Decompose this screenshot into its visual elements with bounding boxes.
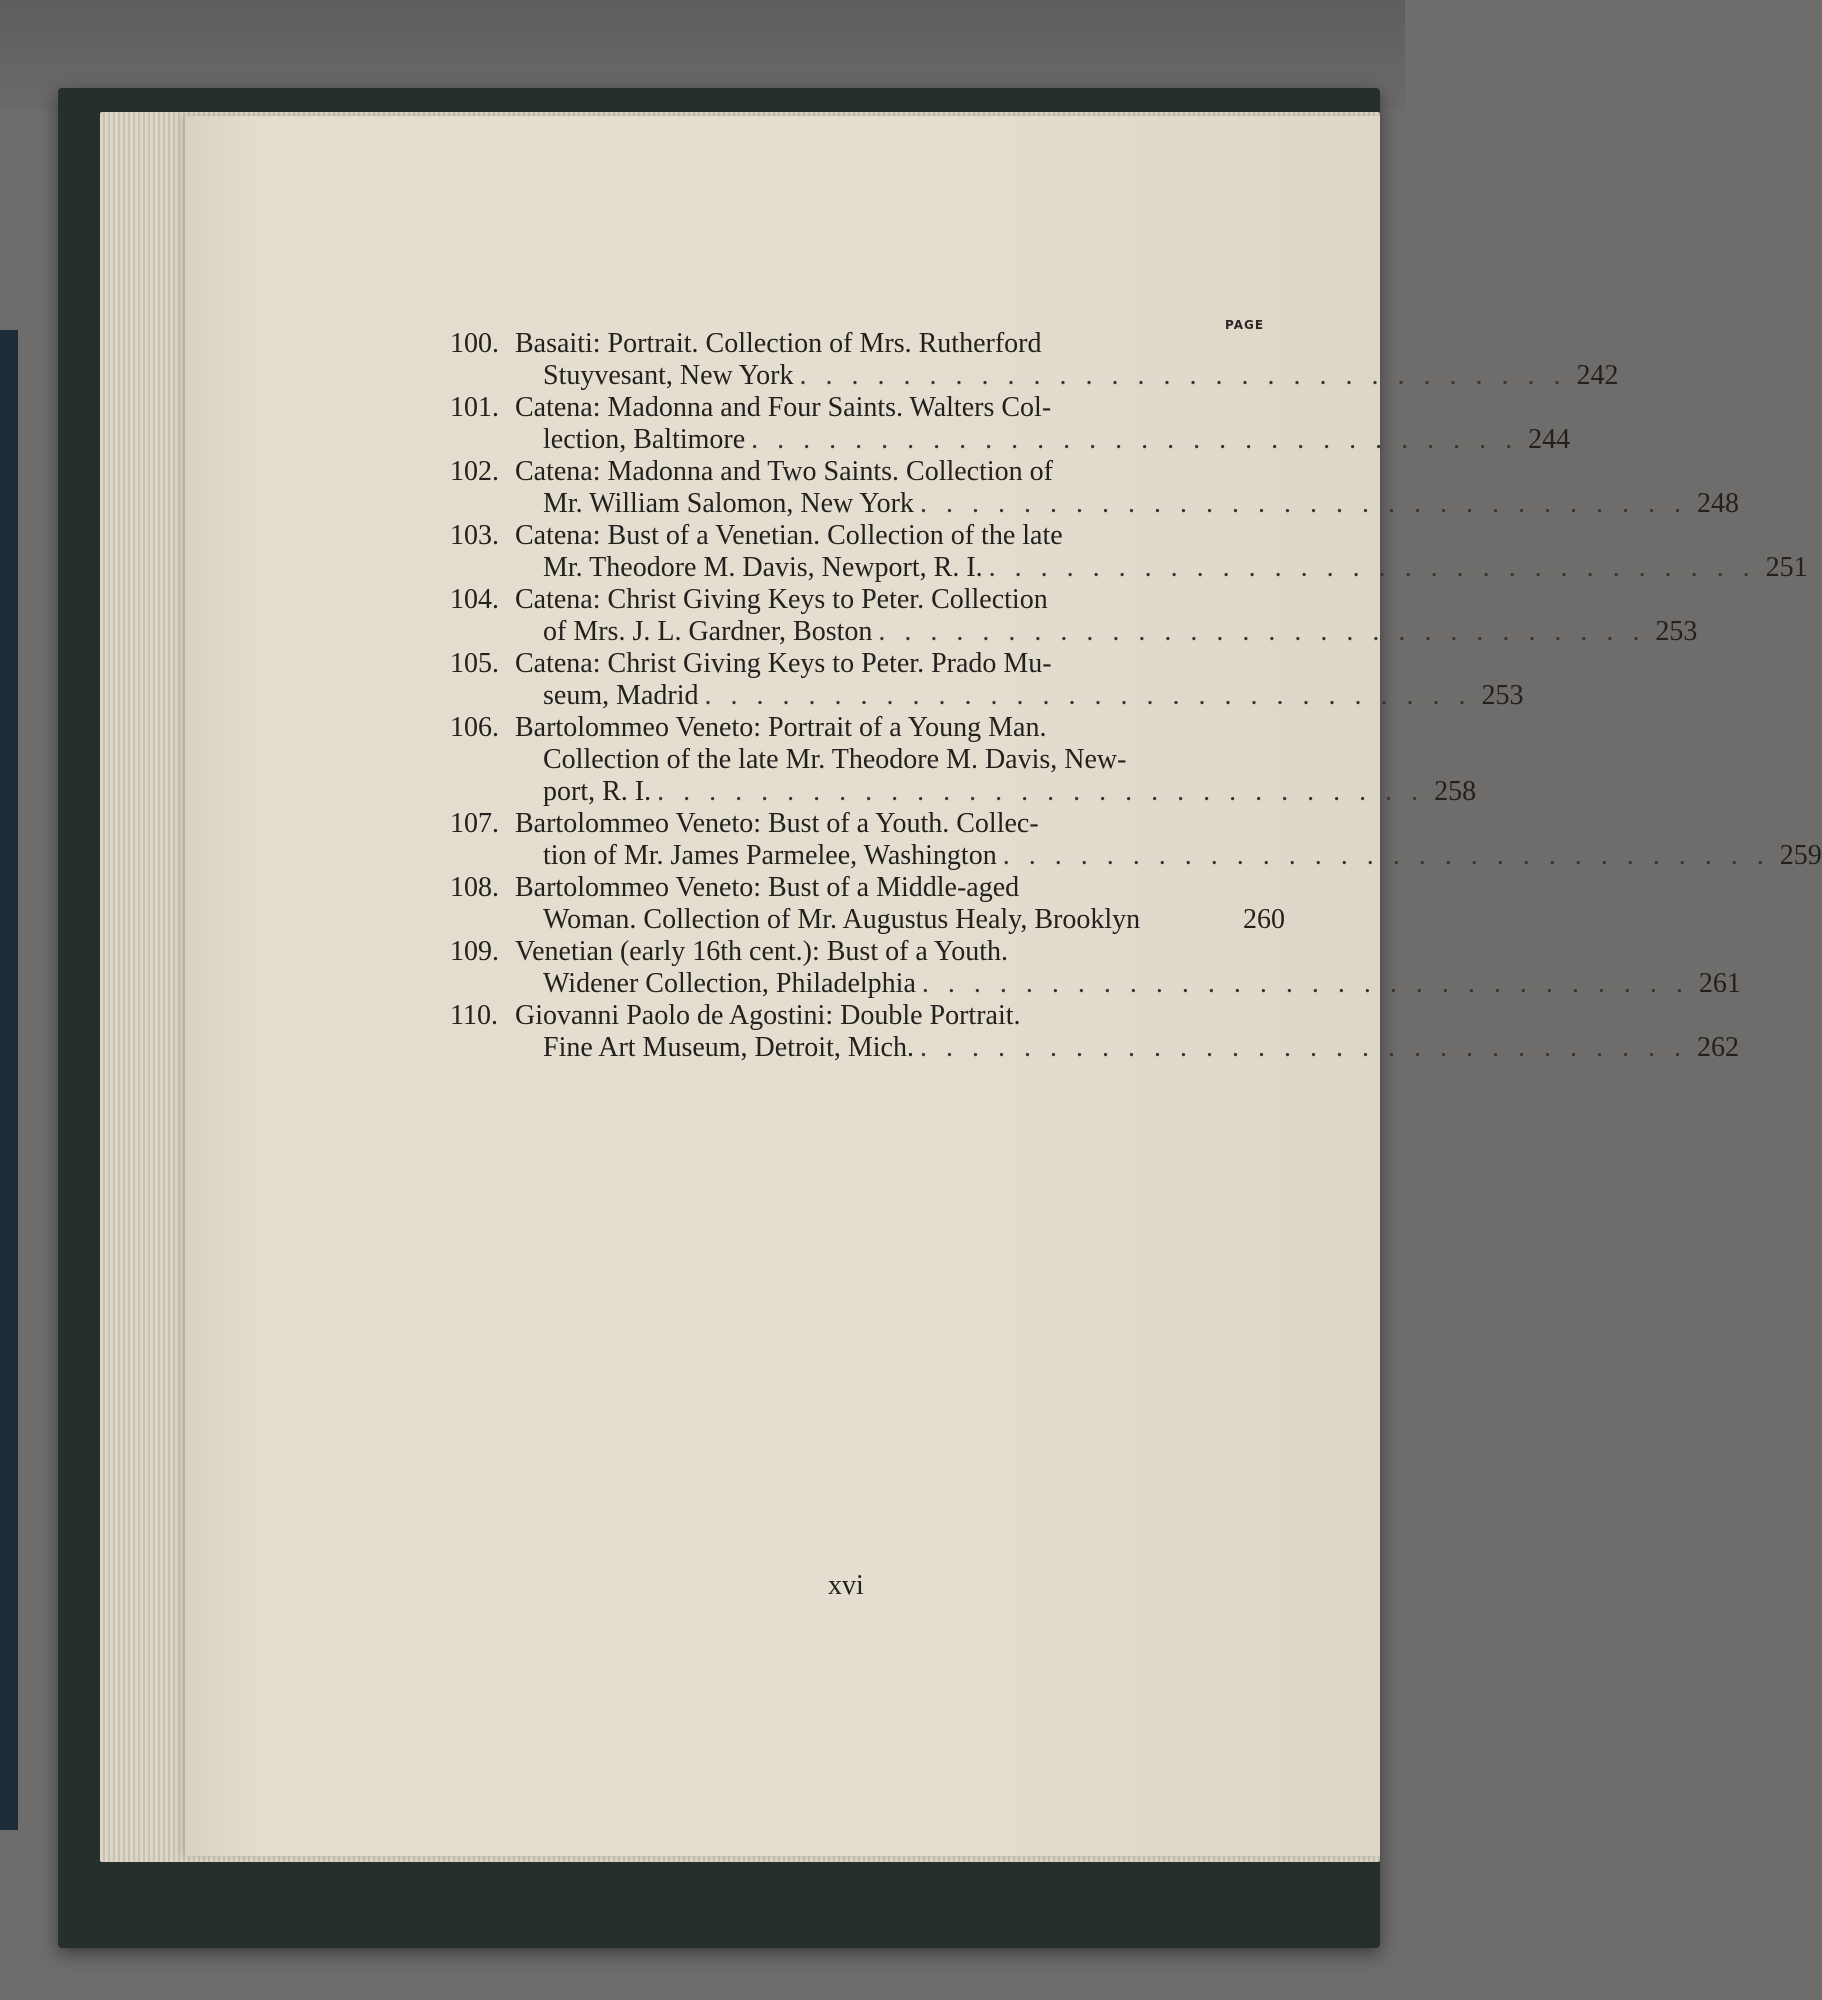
entry-line: Basaiti: Portrait. Collection of Mrs. Rutherford (515, 328, 1042, 359)
entry-line: Catena: Christ Giving Keys to Peter. Collection (515, 584, 1048, 615)
entry-number: 104. (450, 584, 499, 615)
leader-dots: . . . . . . . . . . . . . . . . . . . . . . . . . . . . . . (988, 552, 1756, 583)
page-number: 262 (1696, 1032, 1739, 1063)
entry-line: of Mrs. J. L. Gardner, Boston (543, 616, 873, 647)
page-number: 248 (1696, 488, 1739, 519)
list-item (450, 1000, 1739, 1064)
page-number: 259 (1779, 840, 1822, 871)
leader-dots: . . . . . . . . . . . . . . . . . . . . . . . . . . . . . . (921, 968, 1689, 999)
entry-number: 100. (450, 328, 499, 359)
page-folio: xvi (828, 1570, 864, 1601)
entry-line: Woman. Collection of Mr. Augustus Healy, Brooklyn (543, 904, 1141, 935)
entry-line: tion of Mr. James Parmelee, Washington (543, 840, 997, 871)
leader-dots: . . . . . . . . . . . . . . . . . . . . . . . . . . . . . . (657, 776, 1425, 807)
page-number: 260 (1243, 904, 1285, 935)
leader-dots: . . . . . . . . . . . . . . . . . . . . . . . . . . . . . . (751, 424, 1519, 455)
list-item (450, 808, 1822, 872)
entry-line: Giovanni Paolo de Agostini: Double Portrait. (515, 1000, 1021, 1031)
entry-number: 108. (450, 872, 499, 903)
page-number: 242 (1576, 360, 1619, 391)
entry-line: Stuyvesant, New York (543, 360, 794, 391)
list-item (450, 648, 1524, 712)
entry-number: 105. (450, 648, 499, 679)
page-number: 253 (1481, 680, 1524, 711)
entry-line: Catena: Madonna and Two Saints. Collection of (515, 456, 1053, 487)
page-number: 251 (1765, 552, 1808, 583)
entry-line: Mr. William Salomon, New York (543, 488, 914, 519)
entry-line: port, R. I. (543, 776, 652, 807)
entry-number: 110. (450, 1000, 498, 1031)
entry-number: 107. (450, 808, 499, 839)
leader-dots: . . . . . . . . . . . . . . . . . . . . . . . . . . . . . . (919, 488, 1687, 519)
page-number: 253 (1655, 616, 1698, 647)
leader-dots: . . . . . . . . . . . . . . . . . . . . . . . . . . . . . . (919, 1032, 1687, 1063)
list-of-illustrations (450, 328, 1822, 1064)
entry-line: Catena: Madonna and Four Saints. Walters Col- (515, 392, 1052, 423)
list-item (450, 936, 1741, 1000)
entry-line: Widener Collection, Philadelphia (543, 968, 916, 999)
entry-line: Catena: Bust of a Venetian. Collection of the late (515, 520, 1063, 551)
entry-line: Bartolommeo Veneto: Bust of a Youth. Collec- (515, 808, 1039, 839)
leader-dots: . . . . . . . . . . . . . . . . . . . . . . . . . . . . . . (799, 360, 1567, 391)
page-number: 261 (1698, 968, 1741, 999)
leader-dots (1140, 904, 1233, 936)
leader-dots: . . . . . . . . . . . . . . . . . . . . . . . . . . . . . . (704, 680, 1472, 711)
list-item (450, 456, 1739, 520)
list-item (450, 328, 1619, 392)
entry-line: Catena: Christ Giving Keys to Peter. Prado Mu- (515, 648, 1052, 679)
entry-line: Bartolommeo Veneto: Portrait of a Young Man. (515, 712, 1047, 743)
leader-dots: . . . . . . . . . . . . . . . . . . . . . . . . . . . . . . (1002, 840, 1770, 871)
adjacent-object (0, 330, 18, 1830)
entry-number: 102. (450, 456, 499, 487)
leader-dots: . . . . . . . . . . . . . . . . . . . . . . . . . . . . . . (878, 616, 1646, 647)
entry-line: seum, Madrid (543, 680, 699, 711)
entry-line: Bartolommeo Veneto: Bust of a Middle-aged (515, 872, 1020, 903)
list-item (450, 520, 1808, 584)
page-column-header: PAGE (1225, 318, 1265, 332)
entry-line: Venetian (early 16th cent.): Bust of a Youth. (515, 936, 1009, 967)
entry-number: 109. (450, 936, 499, 967)
entry-number: 103. (450, 520, 499, 551)
entry-line: Collection of the late Mr. Theodore M. Davis, New- (543, 744, 1127, 775)
entry-line: Mr. Theodore M. Davis, Newport, R. I. (543, 552, 983, 583)
list-item (450, 584, 1698, 648)
list-item (450, 392, 1571, 456)
entry-number: 106. (450, 712, 499, 743)
page-number: 258 (1434, 776, 1477, 807)
list-item (450, 872, 1285, 936)
list-item (450, 712, 1477, 808)
entry-line: Fine Art Museum, Detroit, Mich. (543, 1032, 914, 1063)
entry-line: lection, Baltimore (543, 424, 746, 455)
entry-number: 101. (450, 392, 499, 423)
page-number: 244 (1528, 424, 1571, 455)
